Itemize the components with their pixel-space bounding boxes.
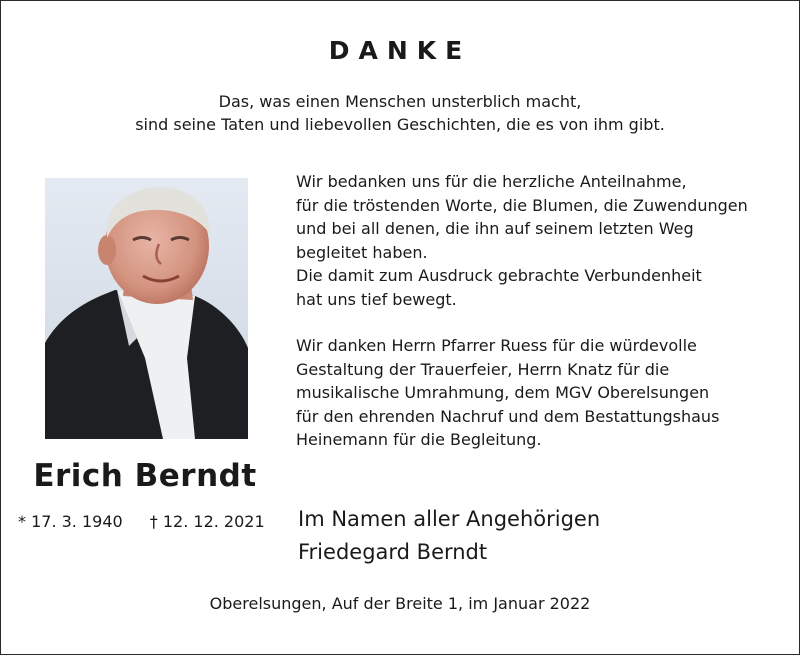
signature-line: Im Namen aller Angehörigen (298, 507, 601, 531)
text-line: Wir danken Herrn Pfarrer Ruess für die würdevolle (296, 336, 697, 355)
text-line: musikalische Umrahmung, dem MGV Oberelsungen (296, 383, 710, 402)
portrait-photo (45, 178, 248, 439)
signature-name: Friedegard Berndt (298, 540, 488, 564)
thanks-text (296, 170, 774, 452)
motto-line: Das, was einen Menschen unsterblich macht, (218, 92, 582, 111)
death-date: † 12. 12. 2021 (149, 512, 265, 531)
text-line: für die tröstenden Worte, die Blumen, die Zuwendungen (296, 195, 748, 215)
text-line: Wir bedanken uns für die herzliche Anteilnahme, (296, 172, 687, 191)
deceased-name: Erich Berndt (33, 458, 257, 494)
heading: DANKE (328, 36, 472, 65)
text-line: Heinemann für die Begleitung. (296, 430, 542, 449)
birth-date: * 17. 3. 1940 (18, 512, 123, 531)
life-dates (18, 512, 265, 531)
text-line: und bei all denen, die ihn auf seinem letzten Weg (296, 219, 694, 238)
text-line: für den ehrenden Nachruf und dem Bestattungshaus (296, 406, 720, 426)
text-line: begleitet haben. (296, 242, 428, 262)
motto-line: sind seine Taten und liebevollen Geschichten, die es von ihm gibt. (135, 115, 665, 134)
signature (298, 503, 600, 569)
thanks-paragraph (296, 170, 774, 311)
place-date: Oberelsungen, Auf der Breite 1, im Januar 2022 (209, 594, 591, 613)
portrait-illustration (45, 178, 248, 439)
text-line: Gestaltung der Trauerfeier, Herrn Knatz für die (296, 359, 670, 379)
text-line: Die damit zum Ausdruck gebrachte Verbundenheit (296, 266, 702, 285)
motto (0, 90, 800, 136)
text-line: hat uns tief bewegt. (296, 289, 457, 309)
thanks-paragraph (296, 334, 774, 452)
